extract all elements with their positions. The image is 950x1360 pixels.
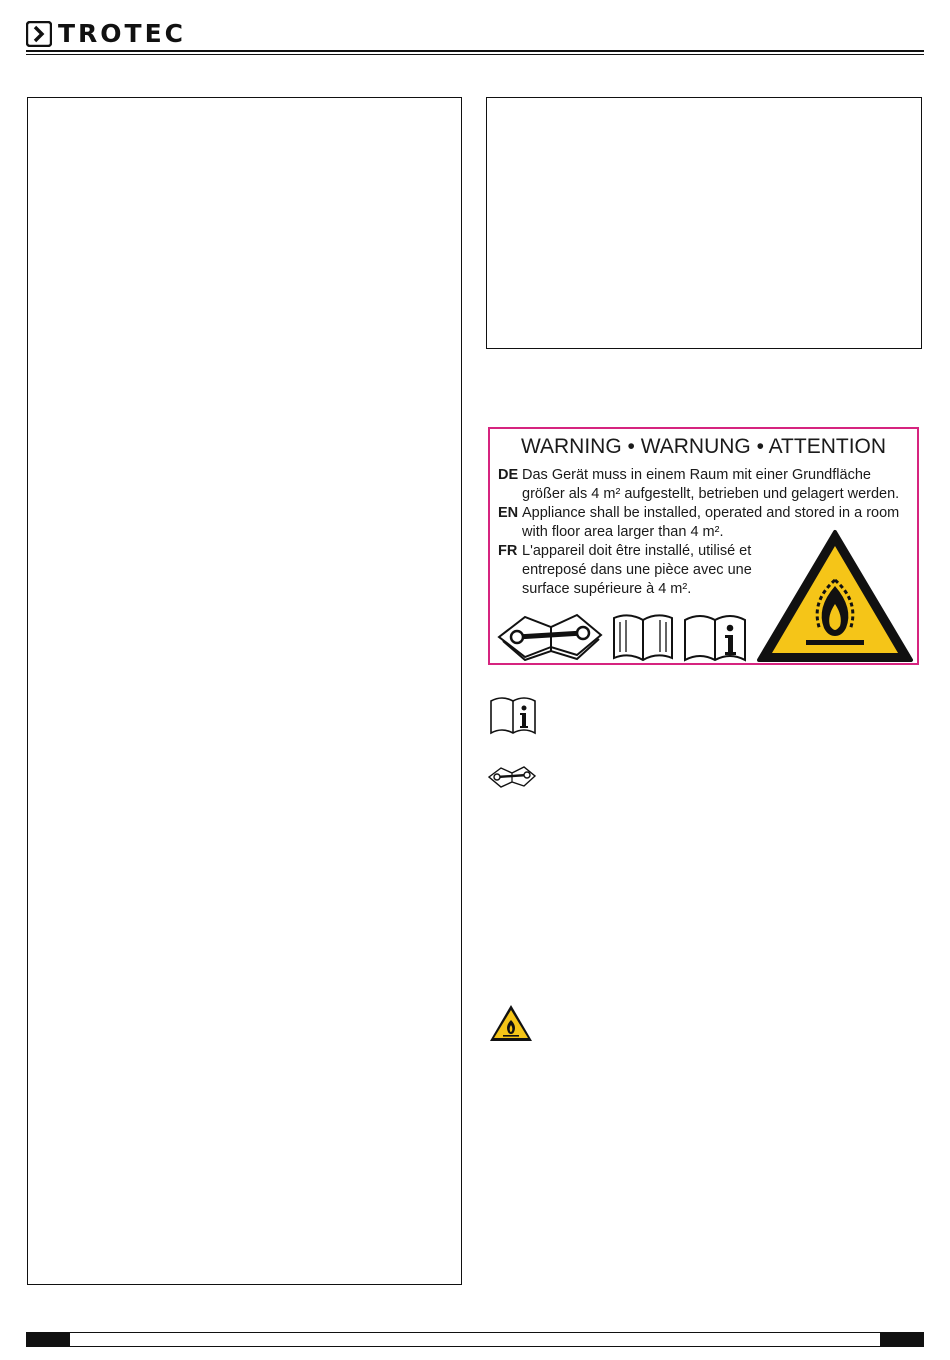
flammable-warning-icon — [489, 1004, 533, 1042]
footer-right-block — [880, 1332, 924, 1347]
footer-bar — [26, 1332, 924, 1347]
warning-line-fr-2: entreposé dans une pièce avec une — [522, 562, 752, 578]
brand-name: TROTEC — [58, 19, 187, 48]
service-manual-icon — [497, 611, 603, 661]
language-code-fr: FR — [498, 543, 518, 559]
service-manual-icon — [488, 765, 536, 789]
operating-manual-icon — [611, 612, 675, 662]
footer-left-block — [26, 1332, 70, 1347]
warning-line-fr-1: FR L'appareil doit être installé, utilisé et — [498, 543, 752, 559]
info-manual-icon — [682, 612, 748, 662]
trotec-logo — [26, 20, 186, 48]
warning-line-fr-3: surface supérieure à 4 m². — [522, 581, 692, 597]
chevron-logo-icon — [26, 21, 52, 47]
header-rule — [26, 50, 924, 52]
right-top-content-frame — [486, 97, 922, 349]
language-code-de: DE — [498, 467, 519, 483]
warning-line-en-2: with floor area larger than 4 m². — [522, 524, 724, 540]
warning-line-de-1: DE Das Gerät muss in einem Raum mit einer Grundfläche — [498, 467, 871, 483]
warning-line-de-2: größer als 4 m² aufgestellt, betrieben und gelagert werden. — [522, 486, 900, 502]
language-code-en: EN — [498, 505, 519, 521]
warning-label-title: WARNING • WARNUNG • ATTENTION — [520, 435, 887, 458]
info-manual-icon — [489, 695, 537, 735]
left-content-frame — [27, 97, 462, 1285]
header-rule-thin — [26, 54, 924, 55]
flammable-warning-icon — [756, 528, 914, 664]
warning-line-en-1: EN Appliance shall be installed, operated and stored in a room — [498, 505, 900, 521]
